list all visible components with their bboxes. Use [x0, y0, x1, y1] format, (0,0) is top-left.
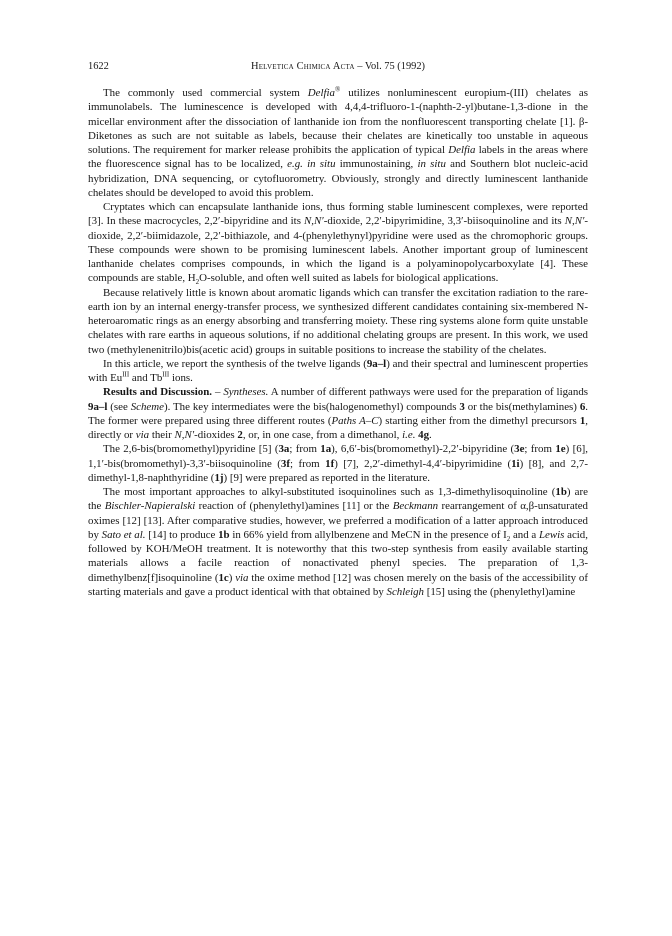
running-title: [88, 60, 588, 74]
text-run: 4g: [418, 429, 430, 441]
text-run: in situ: [417, 158, 446, 171]
text-run: A number of different pathways were used for the preparation of ligands: [268, 386, 589, 399]
text-run: 1i: [511, 457, 520, 470]
text-run: N,N′: [304, 215, 324, 228]
text-run: 1a: [320, 443, 332, 456]
text-run: Beckmann: [392, 500, 439, 513]
text-run: ) starting either from the dimethyl precursors: [378, 414, 580, 427]
text-run: 2: [237, 429, 243, 441]
text-run: Because relatively little is known about aromatic ligands which can transfer the excitation radiation to the rare-earth ion by an internal energy-transfer process, we synthesized different candidates containing six-membered N-heteroaromatic rings as an energy absorbing and transferring moiety. These ring systems alone form quite unstable chelates with rare earths in aqueous solutions, if no additional chelating groups are present. In this work, we used two (methylenenitrilo)bis(acetic acid) groups in suitable positions to increase the stability of the chelates.: [88, 286, 588, 356]
text-run: 1b: [218, 528, 230, 541]
text-run: acid, followed by KOH/MeOH treatment. It is noteworthy that this two-step synthesis from easily available starting materials allows a facile reaction of nonactivated phenyl species. The preparation of 1,3-dimethylbenz[f]isoquinoline (: [88, 528, 588, 584]
page-number: 1622: [88, 61, 109, 72]
text-run: 1f: [325, 457, 335, 470]
journal-name: Helvetica Chimica Acta: [250, 61, 355, 72]
text-run: 3f: [280, 457, 290, 470]
header-separator: –: [357, 61, 363, 72]
text-run: The commonly used commercial system: [103, 87, 308, 99]
text-run: .: [429, 429, 432, 441]
running-header: [88, 60, 588, 74]
text-run: and Southern blot nucleic-acid hybridization, DNA sequencing, or cytofluorometry. Obviously, strongly and directly luminescent lanthanide chelates should be developed to avoid this problem.: [88, 158, 588, 199]
text-run: ) [9] were prepared as reported in the literature.: [223, 471, 431, 484]
text-run: -dioxide, 2,2′-biimidazole, 2,2′-bithiazole, and 4-(phenylethynyl)pyridine were used as the chromophoric groups. These compounds were shown to be promising luminescent labels. Another important group of luminescent lanthanide chelates comprises compounds, in which the ligand is a polyaminopolycarboxylate [4]. These compounds are stable, H: [88, 215, 588, 285]
body-text: [88, 86, 588, 599]
text-run: Paths A–C: [331, 414, 379, 427]
journal-volume: Vol. 75 (1992): [364, 61, 425, 72]
text-run: 3a: [278, 443, 290, 456]
text-run: Delfia: [307, 87, 335, 99]
text-run: III: [122, 370, 130, 379]
text-run: ) and their spectral and luminescent properties with Eu: [88, 357, 588, 384]
text-run: 6: [579, 400, 586, 413]
text-run: 1j: [214, 471, 224, 484]
paragraph: [88, 286, 588, 357]
journal-page: [88, 60, 588, 599]
text-run: 9a–l: [88, 400, 108, 413]
text-run: the oxime method [12] was chosen merely on the basis of the accessibility of starting materials and gave a product identical with that obtained by: [88, 571, 588, 598]
paragraph: [88, 357, 588, 386]
text-run: ), 6,6′-bis(bromomethyl)-2,2′-bipyridine (: [331, 443, 515, 456]
text-run: ) [6], 1,1′-bis(bromomethyl)-3,3′-biisoquinoline (: [88, 443, 588, 470]
text-run: ions.: [169, 372, 193, 384]
text-run: (see: [107, 400, 131, 413]
text-run: i.e.: [402, 429, 416, 441]
text-run: and Tb: [129, 372, 163, 384]
text-run: Cryptates which can encapsulate lanthanide ions, thus forming stable luminescent complexes, were reported [3]. In these macrocycles, 2,2′-bipyridine and its: [88, 201, 588, 228]
text-run: –: [212, 386, 224, 399]
text-run: The most important approaches to alkyl-substituted isoquinolines such as 1,3-dimethylisoquinoline (: [103, 486, 556, 498]
text-run: ) [8], and 2,7-dimethyl-1,8-naphthyridine (: [88, 457, 588, 484]
text-run: 1e: [555, 443, 566, 456]
text-run: utilizes nonluminescent europium-(III) chelates as immunolabels. The luminescence is developed with 4,4,4-trifluoro-1-(naphth-2-yl)butane-1,3-dione in the micellar environment after the dissociation of lanthanide ion from the nonfluorescent transporting chelate [1]. β-Diketones as such are not suitable as labels, because their chelates are kinetically too unstable in aqueous solutions. The requirement for marker release prohibits the application of typical: [88, 87, 589, 156]
text-run: [14] to produce: [145, 528, 219, 541]
text-run: N,N′: [174, 429, 195, 441]
text-run: in 66% yield from allylbenzene and MeCN in the presence of I: [229, 528, 507, 541]
text-run: reaction of (phenylethyl)amines [11] or the: [195, 500, 393, 513]
text-run: In this article, we report the synthesis of the twelve ligands (: [103, 357, 367, 370]
text-run: 1c: [218, 571, 229, 584]
text-run: Scheme: [130, 400, 164, 413]
text-run: via: [235, 571, 249, 584]
text-run: via: [135, 429, 150, 441]
text-run: ; from: [289, 443, 321, 456]
text-run: ; from: [524, 443, 556, 456]
text-run: ) are the: [88, 486, 588, 513]
text-run: their: [149, 429, 175, 441]
text-run: 1b: [555, 486, 567, 498]
text-run: or the bis(methylamines): [464, 400, 580, 413]
text-run: -dioxides: [194, 429, 238, 441]
text-run: ) [7], 2,2′-dimethyl-4,4′-bipyrimidine (: [334, 457, 512, 470]
text-run: 1: [579, 414, 586, 427]
text-run: N,N′: [564, 215, 585, 228]
text-run: , directly or: [88, 414, 588, 441]
text-run: . The former were prepared using three different routes (: [88, 400, 588, 427]
text-run: Bischler-Napieralski: [104, 500, 196, 513]
text-run: The 2,6-bis(bromomethyl)pyridine [5] (: [103, 443, 279, 456]
paragraph: [88, 485, 588, 599]
text-run: ): [228, 571, 236, 584]
text-run: III: [162, 370, 170, 379]
text-run: , or, in one case, from a dimethanol,: [242, 429, 403, 441]
text-run: 2: [195, 278, 200, 287]
text-run: [15] using the (phenylethyl)amine: [424, 585, 576, 598]
text-run: 9a–l: [366, 357, 387, 370]
text-run: ). The key intermediates were the bis(halogenomethyl) compounds: [163, 400, 460, 413]
text-run: O-soluble, and often well suited as labels for biological applications.: [199, 272, 499, 285]
text-run: ; from: [290, 457, 326, 470]
text-run: Sato et al.: [101, 528, 146, 541]
text-run: Syntheses.: [223, 386, 269, 399]
text-run: Results and Discussion.: [103, 386, 213, 399]
paragraph: [88, 385, 588, 442]
paragraph: [88, 200, 588, 286]
paragraph: [88, 442, 588, 485]
text-run: labels in the areas where the fluorescence signal has to be localized,: [88, 144, 588, 171]
text-run: e.g. in situ: [287, 158, 336, 171]
text-run: 2: [506, 534, 511, 543]
text-run: rearrangement of α,β-unsaturated oximes [12] [13]. After comparative studies, however, we preferred a modification of a latter approach introduced by: [88, 500, 589, 541]
text-run: 3e: [514, 443, 525, 456]
text-run: -dioxide, 2,2′-bipyrimidine, 3,3′-biisoquinoline and its: [323, 215, 565, 228]
paragraph: [88, 86, 588, 200]
text-run: Delfia: [448, 144, 476, 156]
text-run: ®: [335, 85, 341, 94]
text-run: immunostaining,: [335, 158, 418, 171]
text-run: and a: [510, 528, 539, 541]
text-run: Schleigh: [386, 585, 425, 598]
text-run: Lewis: [538, 528, 565, 541]
text-run: 3: [459, 400, 465, 413]
